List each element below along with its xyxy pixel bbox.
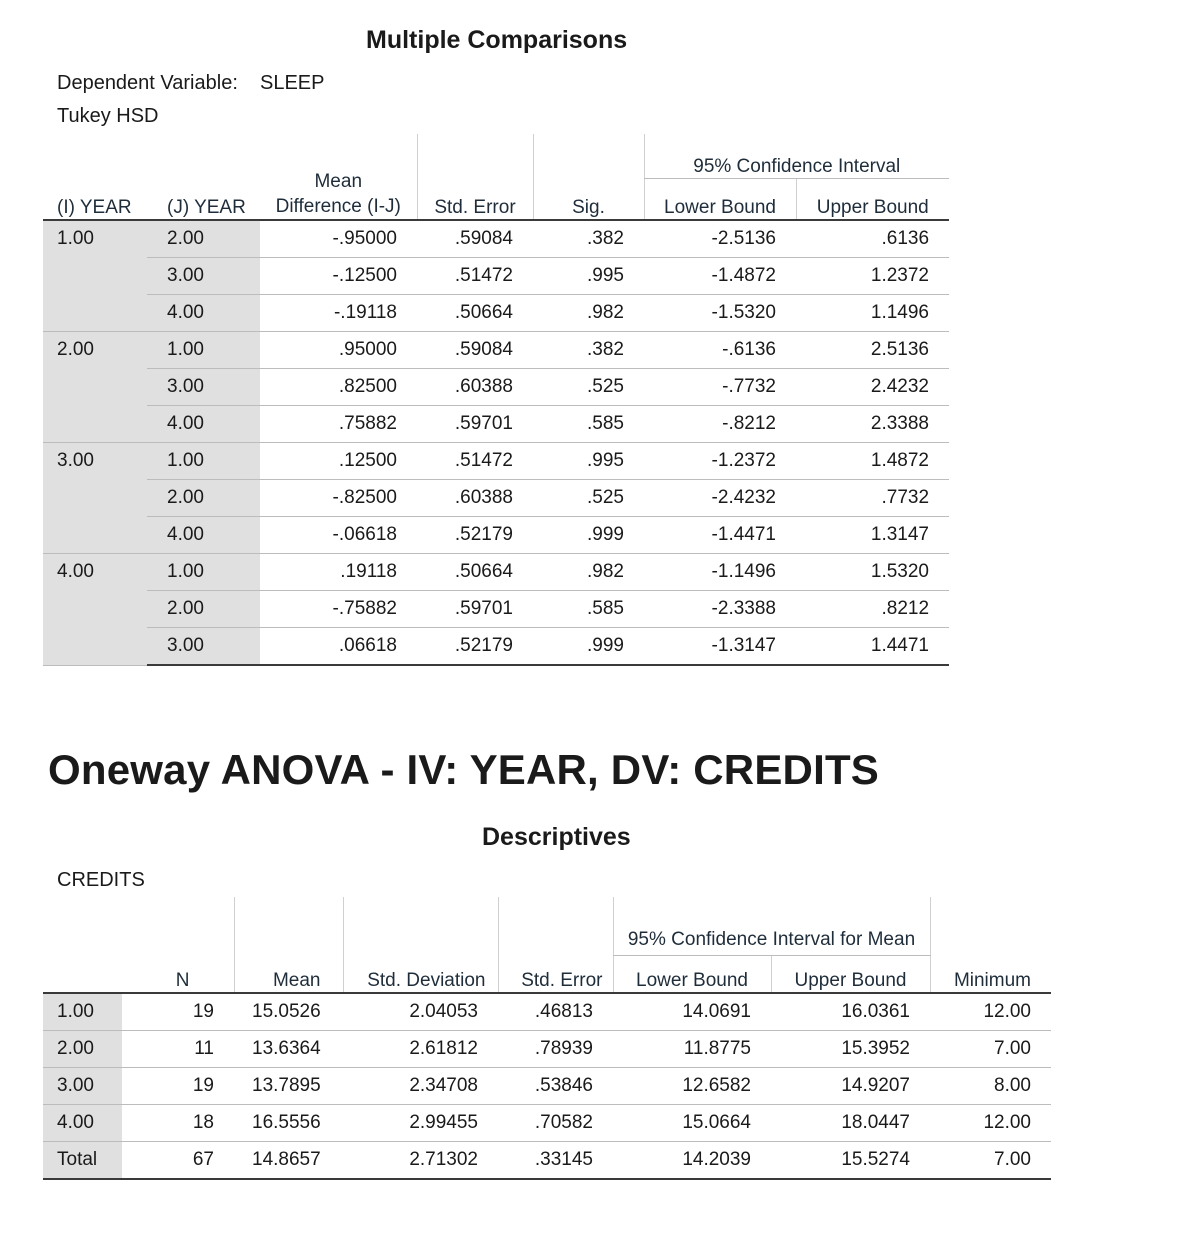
upper-bound-cell: 1.4872 (796, 443, 949, 480)
mean-diff-cell: -.06618 (260, 517, 417, 554)
dependent-variable-label: Dependent Variable: (57, 72, 238, 94)
mean-diff-cell: -.95000 (260, 220, 417, 258)
j-year-cell: 3.00 (147, 369, 260, 406)
mean-diff-cell: .19118 (260, 554, 417, 591)
std-error-cell: .59084 (417, 220, 533, 258)
n-cell: 19 (122, 993, 234, 1031)
n-cell: 67 (122, 1142, 234, 1180)
upper-bound-cell: 2.5136 (796, 332, 949, 369)
multiple-comparisons-table (43, 134, 949, 666)
upper-bound-cell: 15.3952 (771, 1031, 930, 1068)
table-row (43, 443, 949, 480)
i-year-header: (I) YEAR (43, 178, 147, 220)
n-cell: 18 (122, 1105, 234, 1142)
lower-bound-cell: -2.3388 (644, 591, 796, 628)
upper-bound-cell: 14.9207 (771, 1068, 930, 1105)
mean-cell: 13.7895 (234, 1068, 343, 1105)
lower-bound-cell: -1.1496 (644, 554, 796, 591)
sig-cell: .995 (533, 258, 644, 295)
upper-bound-cell: .6136 (796, 220, 949, 258)
sig-cell: .982 (533, 554, 644, 591)
table-row (43, 517, 949, 554)
descriptives-table (43, 897, 1051, 1180)
table-row (43, 1105, 1051, 1142)
i-year-cell: 4.00 (43, 554, 147, 666)
j-year-header: (J) YEAR (147, 178, 260, 220)
std-deviation-cell: 2.99455 (343, 1105, 498, 1142)
table-row (43, 628, 949, 666)
lower-bound-cell: -1.4872 (644, 258, 796, 295)
table-row (43, 220, 949, 258)
std-error-cell: .60388 (417, 369, 533, 406)
mean-cell: 13.6364 (234, 1031, 343, 1068)
table-row (43, 1142, 1051, 1180)
table-row (43, 258, 949, 295)
std-error-header: Std. Error (498, 955, 613, 993)
table-row (43, 295, 949, 332)
lower-bound-cell: 14.2039 (613, 1142, 771, 1180)
j-year-cell: 2.00 (147, 480, 260, 517)
mean-diff-cell: .06618 (260, 628, 417, 666)
std-error-cell: .50664 (417, 295, 533, 332)
sig-cell: .525 (533, 480, 644, 517)
std-error-cell: .59701 (417, 406, 533, 443)
group-label-cell: 2.00 (43, 1031, 122, 1068)
mean-diff-cell: .82500 (260, 369, 417, 406)
std-error-cell: .50664 (417, 554, 533, 591)
table-row (43, 993, 1051, 1031)
std-error-cell: .52179 (417, 517, 533, 554)
std-error-cell: .59084 (417, 332, 533, 369)
mean-cell: 15.0526 (234, 993, 343, 1031)
sig-header: Sig. (533, 178, 644, 220)
sig-cell: .382 (533, 332, 644, 369)
table-row (43, 406, 949, 443)
std-error-cell: .59701 (417, 591, 533, 628)
std-deviation-header: Std. Deviation (343, 955, 498, 993)
upper-bound-cell: .7732 (796, 480, 949, 517)
mean-diff-cell: .75882 (260, 406, 417, 443)
sig-cell: .982 (533, 295, 644, 332)
post-hoc-method: Tukey HSD (57, 105, 159, 127)
table-row (43, 1068, 1051, 1105)
descriptives-title: Descriptives (482, 823, 631, 851)
table-row (43, 369, 949, 406)
std-deviation-cell: 2.34708 (343, 1068, 498, 1105)
std-error-cell: .46813 (498, 993, 613, 1031)
upper-bound-cell: 16.0361 (771, 993, 930, 1031)
upper-bound-cell: .8212 (796, 591, 949, 628)
sig-cell: .585 (533, 591, 644, 628)
upper-bound-cell: 2.3388 (796, 406, 949, 443)
sig-cell: .525 (533, 369, 644, 406)
sig-cell: .999 (533, 628, 644, 666)
j-year-cell: 4.00 (147, 406, 260, 443)
group-label-cell: Total (43, 1142, 122, 1180)
mean-cell: 16.5556 (234, 1105, 343, 1142)
mean-diff-cell: -.12500 (260, 258, 417, 295)
mean-header: Mean (234, 955, 343, 993)
upper-bound-cell: 1.3147 (796, 517, 949, 554)
std-error-cell: .78939 (498, 1031, 613, 1068)
table-row (43, 591, 949, 628)
std-error-cell: .60388 (417, 480, 533, 517)
dependent-variable-value: SLEEP (260, 72, 325, 94)
upper-bound-header: Upper Bound (796, 178, 949, 220)
upper-bound-header: Upper Bound (771, 955, 930, 993)
group-label-cell: 3.00 (43, 1068, 122, 1105)
std-deviation-cell: 2.04053 (343, 993, 498, 1031)
upper-bound-cell: 1.2372 (796, 258, 949, 295)
minimum-cell: 12.00 (930, 993, 1051, 1031)
minimum-cell: 8.00 (930, 1068, 1051, 1105)
sig-cell: .585 (533, 406, 644, 443)
n-header: N (122, 955, 234, 993)
lower-bound-cell: -1.5320 (644, 295, 796, 332)
sig-cell: .995 (533, 443, 644, 480)
lower-bound-header: Lower Bound (644, 178, 796, 220)
group-label-cell: 1.00 (43, 993, 122, 1031)
upper-bound-cell: 1.1496 (796, 295, 949, 332)
j-year-cell: 1.00 (147, 554, 260, 591)
table-row (43, 332, 949, 369)
upper-bound-cell: 1.4471 (796, 628, 949, 666)
mean-difference-header: Mean Difference (I-J) (260, 178, 417, 220)
j-year-cell: 2.00 (147, 591, 260, 628)
i-year-cell: 1.00 (43, 220, 147, 332)
minimum-cell: 7.00 (930, 1031, 1051, 1068)
std-error-cell: .70582 (498, 1105, 613, 1142)
minimum-cell: 7.00 (930, 1142, 1051, 1180)
j-year-cell: 1.00 (147, 443, 260, 480)
std-error-cell: .51472 (417, 258, 533, 295)
j-year-cell: 3.00 (147, 628, 260, 666)
upper-bound-cell: 15.5274 (771, 1142, 930, 1180)
mean-diff-cell: -.19118 (260, 295, 417, 332)
minimum-cell: 12.00 (930, 1105, 1051, 1142)
lower-bound-cell: -2.5136 (644, 220, 796, 258)
mean-cell: 14.8657 (234, 1142, 343, 1180)
lower-bound-cell: -1.3147 (644, 628, 796, 666)
std-error-cell: .52179 (417, 628, 533, 666)
n-cell: 11 (122, 1031, 234, 1068)
std-error-cell: .51472 (417, 443, 533, 480)
mean-diff-cell: -.82500 (260, 480, 417, 517)
std-deviation-cell: 2.71302 (343, 1142, 498, 1180)
upper-bound-cell: 2.4232 (796, 369, 949, 406)
j-year-cell: 1.00 (147, 332, 260, 369)
j-year-cell: 4.00 (147, 517, 260, 554)
lower-bound-cell: -.8212 (644, 406, 796, 443)
sig-cell: .382 (533, 220, 644, 258)
table-row (43, 480, 949, 517)
lower-bound-cell: -1.4471 (644, 517, 796, 554)
lower-bound-header: Lower Bound (613, 955, 771, 993)
lower-bound-cell: 15.0664 (613, 1105, 771, 1142)
sig-cell: .999 (533, 517, 644, 554)
mean-diff-cell: -.75882 (260, 591, 417, 628)
lower-bound-cell: -.6136 (644, 332, 796, 369)
n-cell: 19 (122, 1068, 234, 1105)
std-error-cell: .53846 (498, 1068, 613, 1105)
mean-diff-cell: .95000 (260, 332, 417, 369)
ci-mean-header: 95% Confidence Interval for Mean (613, 897, 930, 955)
anova-section-title: Oneway ANOVA - IV: YEAR, DV: CREDITS (48, 746, 880, 793)
group-label-cell: 4.00 (43, 1105, 122, 1142)
upper-bound-cell: 18.0447 (771, 1105, 930, 1142)
lower-bound-cell: -1.2372 (644, 443, 796, 480)
i-year-cell: 2.00 (43, 332, 147, 443)
descriptives-variable-label: CREDITS (57, 869, 145, 891)
lower-bound-cell: 11.8775 (613, 1031, 771, 1068)
j-year-cell: 4.00 (147, 295, 260, 332)
ci-header: 95% Confidence Interval (644, 134, 949, 178)
lower-bound-cell: -.7732 (644, 369, 796, 406)
multiple-comparisons-title: Multiple Comparisons (366, 26, 628, 54)
std-error-cell: .33145 (498, 1142, 613, 1180)
std-error-header: Std. Error (417, 178, 533, 220)
lower-bound-cell: 14.0691 (613, 993, 771, 1031)
upper-bound-cell: 1.5320 (796, 554, 949, 591)
table-row (43, 1031, 1051, 1068)
i-year-cell: 3.00 (43, 443, 147, 554)
mean-diff-cell: .12500 (260, 443, 417, 480)
lower-bound-cell: -2.4232 (644, 480, 796, 517)
j-year-cell: 2.00 (147, 220, 260, 258)
std-deviation-cell: 2.61812 (343, 1031, 498, 1068)
lower-bound-cell: 12.6582 (613, 1068, 771, 1105)
table-row (43, 554, 949, 591)
minimum-header: Minimum (930, 955, 1051, 993)
j-year-cell: 3.00 (147, 258, 260, 295)
